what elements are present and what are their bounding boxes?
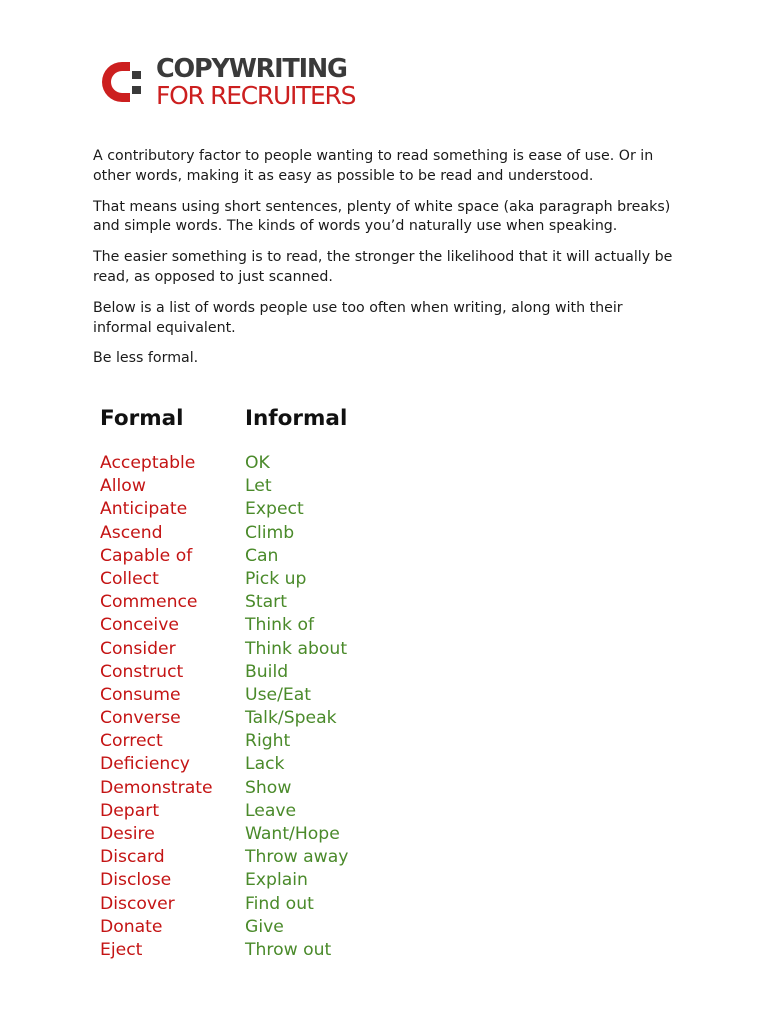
table-row	[100, 452, 500, 475]
table-row	[100, 753, 500, 776]
formal-word: Consume	[100, 684, 181, 705]
table-body	[100, 452, 500, 962]
informal-word: Leave	[245, 800, 297, 821]
formal-word: Consider	[100, 638, 176, 659]
column-header-informal: Informal	[245, 406, 348, 431]
informal-word: Right	[245, 731, 291, 752]
informal-word: Let	[245, 476, 272, 497]
informal-word: Give	[245, 916, 284, 937]
c-bracket-logo-icon	[100, 60, 144, 104]
formal-word: Correct	[100, 731, 163, 752]
informal-word: Find out	[245, 893, 314, 914]
formal-word: Allow	[100, 476, 146, 497]
informal-word: Can	[245, 545, 279, 566]
informal-word: Think of	[245, 615, 315, 636]
table-row	[100, 777, 500, 800]
table-row	[100, 591, 500, 614]
brand-wordmark	[156, 54, 356, 110]
informal-word: Pick up	[245, 568, 307, 589]
table-row	[100, 638, 500, 661]
intro-section	[93, 147, 683, 380]
formal-word: Deficiency	[100, 754, 190, 775]
table-row	[100, 661, 500, 684]
formal-word: Depart	[100, 800, 160, 821]
intro-paragraph: A contributory factor to people wanting to read something is ease of use. Or in other words, making it as easy as possible to be read and understood.	[93, 148, 654, 184]
column-header-formal: Formal	[100, 406, 184, 431]
table-row	[100, 939, 500, 962]
informal-word: Throw away	[245, 847, 349, 868]
table-row	[100, 916, 500, 939]
informal-word: Show	[245, 777, 292, 798]
formal-word: Construct	[100, 661, 184, 682]
formal-word: Disclose	[100, 870, 172, 891]
formal-word: Anticipate	[100, 499, 188, 520]
intro-paragraph: Be less formal.	[93, 350, 199, 367]
informal-word: Start	[245, 592, 287, 613]
brand-line-2: FOR RECRUITERS	[156, 80, 356, 110]
table-row	[100, 545, 500, 568]
table-row	[100, 707, 500, 730]
informal-word: Think about	[245, 638, 348, 659]
brand-logo	[100, 54, 400, 110]
formal-word: Conceive	[100, 615, 179, 636]
table-row	[100, 846, 500, 869]
table-row	[100, 823, 500, 846]
formal-word: Acceptable	[100, 453, 196, 473]
table-row	[100, 498, 500, 521]
table-row	[100, 684, 500, 707]
informal-word: Use/Eat	[245, 684, 312, 705]
formal-word: Converse	[100, 708, 181, 729]
intro-paragraph: The easier something is to read, the stronger the likelihood that it will actually be read, as opposed to just scanned.	[93, 249, 673, 285]
formal-word: Discard	[100, 847, 165, 868]
intro-paragraph: That means using short sentences, plenty of white space (aka paragraph breaks) and simple words. The kinds of words you’d naturally use when speaking.	[93, 198, 671, 235]
informal-word: Climb	[245, 522, 295, 543]
informal-word: Explain	[245, 870, 308, 891]
formal-word: Demonstrate	[100, 777, 213, 798]
formal-word: Donate	[100, 916, 163, 937]
formal-word: Eject	[100, 939, 143, 960]
intro-paragraph: Below is a list of words people use too often when writing, along with their informal equivalent.	[93, 299, 623, 336]
formal-word: Desire	[100, 824, 155, 844]
table-row	[100, 730, 500, 753]
informal-word: Talk/Speak	[245, 708, 337, 729]
table-row	[100, 869, 500, 892]
informal-word: Build	[245, 661, 289, 682]
informal-word: Lack	[245, 754, 285, 775]
table-row	[100, 568, 500, 591]
informal-word: Want/Hope	[245, 824, 340, 844]
table-row	[100, 475, 500, 498]
formal-word: Discover	[100, 893, 175, 914]
informal-word: OK	[245, 453, 270, 473]
informal-word: Throw out	[245, 939, 332, 960]
informal-word: Expect	[245, 499, 304, 520]
formal-word: Capable of	[100, 545, 193, 566]
table-row	[100, 800, 500, 823]
table-row	[100, 614, 500, 637]
table-row	[100, 522, 500, 545]
formal-word: Collect	[100, 568, 159, 589]
brand-line-1: COPYWRITING	[156, 54, 347, 84]
table-row	[100, 893, 500, 916]
formal-word: Commence	[100, 592, 198, 613]
formal-word: Ascend	[100, 522, 163, 543]
